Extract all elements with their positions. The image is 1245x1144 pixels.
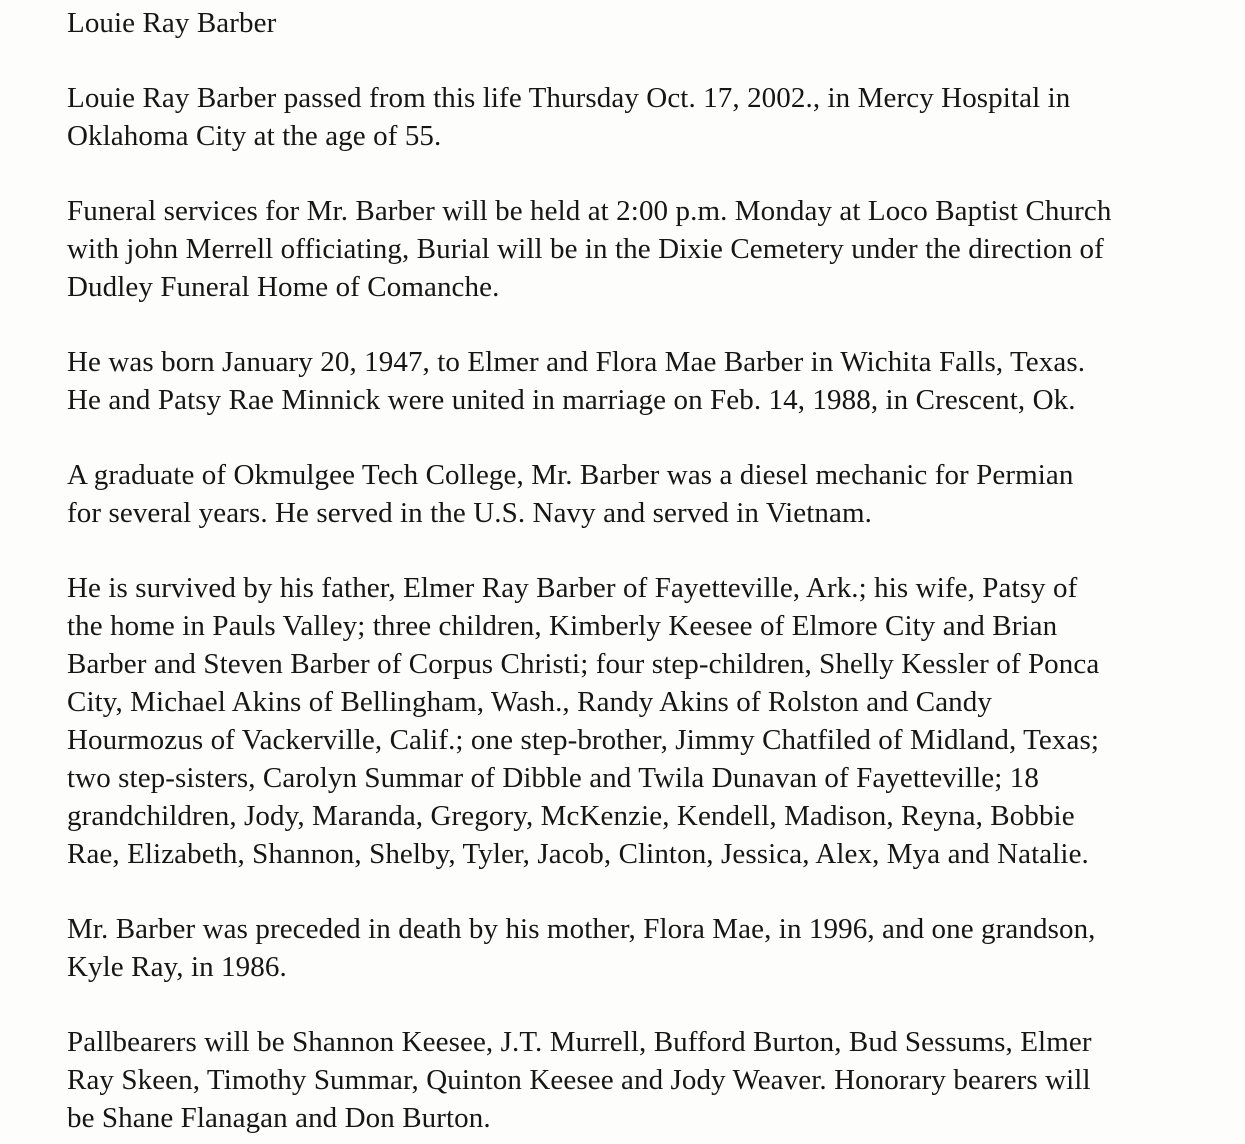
text-line: He is survived by his father, Elmer Ray Barber of Fayetteville, Ark.; his wife, Patsy of — [67, 572, 1078, 604]
text-line: Pallbearers will be Shannon Keesee, J.T. Murrell, Bufford Burton, Bud Sessums, Elmer — [67, 1026, 1092, 1058]
paragraph-pallbearers — [67, 1023, 1245, 1137]
text-line: City, Michael Akins of Bellingham, Wash., Randy Akins of Rolston and Candy — [67, 686, 992, 718]
text-line: Rae, Elizabeth, Shannon, Shelby, Tyler, Jacob, Clinton, Jessica, Alex, Mya and Natalie. — [67, 838, 1089, 870]
text-line: Barber and Steven Barber of Corpus Christi; four step-children, Shelly Kessler of Ponca — [67, 648, 1100, 680]
text-line: Dudley Funeral Home of Comanche. — [67, 271, 500, 303]
text-line: two step-sisters, Carolyn Summar of Dibble and Twila Dunavan of Fayetteville; 18 — [67, 762, 1039, 794]
text-line: Louie Ray Barber passed from this life Thursday Oct. 17, 2002., in Mercy Hospital in — [67, 82, 1071, 114]
text-line: the home in Pauls Valley; three children, Kimberly Keesee of Elmore City and Brian — [67, 610, 1058, 642]
text-line: Hourmozus of Vackerville, Calif.; one step-brother, Jimmy Chatfiled of Midland, Texas; — [67, 724, 1100, 756]
text-line: Funeral services for Mr. Barber will be held at 2:00 p.m. Monday at Loco Baptist Church — [67, 195, 1112, 227]
paragraph-death-notice — [67, 79, 1245, 155]
paragraph-career-service — [67, 456, 1245, 532]
text-line: Mr. Barber was preceded in death by his mother, Flora Mae, in 1996, and one grandson, — [67, 913, 1096, 945]
text-line: Kyle Ray, in 1986. — [67, 951, 287, 983]
paragraph-birth-marriage — [67, 343, 1245, 419]
text-line: He was born January 20, 1947, to Elmer and Flora Mae Barber in Wichita Falls, Texas. — [67, 346, 1086, 378]
paragraph-survivors — [67, 569, 1245, 873]
text-line: grandchildren, Jody, Maranda, Gregory, McKenzie, Kendell, Madison, Reyna, Bobbie — [67, 800, 1075, 832]
text-line: for several years. He served in the U.S. Navy and served in Vietnam. — [67, 497, 872, 529]
text-line: He and Patsy Rae Minnick were united in marriage on Feb. 14, 1988, in Crescent, Ok. — [67, 384, 1076, 416]
text-line: with john Merrell officiating, Burial will be in the Dixie Cemetery under the direction of — [67, 233, 1104, 265]
text-line: be Shane Flanagan and Don Burton. — [67, 1102, 491, 1134]
text-line: A graduate of Okmulgee Tech College, Mr. Barber was a diesel mechanic for Permian — [67, 459, 1074, 491]
document-title: Louie Ray Barber — [67, 7, 277, 39]
text-line: Oklahoma City at the age of 55. — [67, 120, 442, 152]
text-line: Ray Skeen, Timothy Summar, Quinton Keesee and Jody Weaver. Honorary bearers will — [67, 1064, 1091, 1096]
paragraph-preceded-in-death — [67, 910, 1245, 986]
paragraph-funeral-services — [67, 192, 1245, 306]
obituary-text — [67, 4, 1245, 1144]
